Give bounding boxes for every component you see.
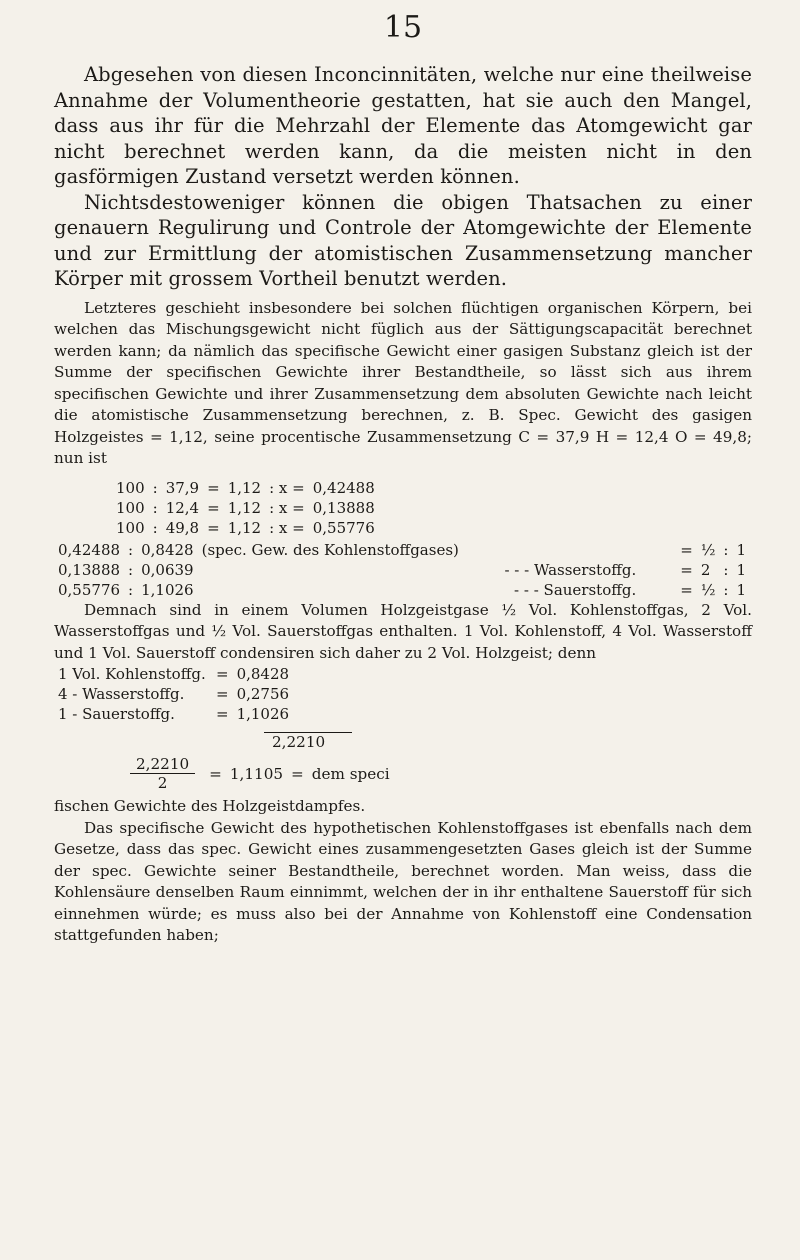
ratio-label: - - - Wasserstoffg.	[504, 560, 637, 579]
proportion-row: 100 : 37,9 = 1,12 : x = 0,42488	[112, 478, 379, 498]
proportion-x: 0,13888	[312, 498, 375, 517]
volume-label: 4 - Wasserstoffg.	[58, 685, 185, 703]
paragraph-5: fischen Gewichte des Holzgeistdampfes.	[54, 797, 366, 815]
ratio-row: 0,13888 : 0,0639 - - - Wasserstoffg. = 2 : 1	[54, 560, 750, 580]
proportion-b: 12,4	[165, 498, 200, 517]
proportion-x: 0,42488	[312, 478, 375, 497]
proportion-row: 100 : 12,4 = 1,12 : x = 0,13888	[112, 498, 379, 518]
ratio-row: 0,55776 : 1,1026 - - - Sauerstoffg. = ½ : 1	[54, 580, 750, 600]
volume-row: 4 - Wasserstoffg. = 0,2756	[54, 684, 293, 704]
fraction-trailing: dem speci	[311, 764, 390, 783]
fraction-denominator: 2	[157, 774, 168, 792]
proportion-b: 37,9	[165, 478, 200, 497]
paragraph-1: Abgesehen von diesen Inconcinnitäten, welche nur eine theilweise Annahme der Volumentheorie gestatten, hat sie auch den Mangel, dass aus ihr für die Mehrzahl der Elemente das Atomgewicht gar nicht berechnet werden kann, da die meisten nicht in den gasförmigen Zustand versetzt werden können.	[54, 63, 752, 188]
ratio-b: 1	[736, 560, 746, 579]
proportion-a: 100	[116, 518, 145, 537]
sum-total: 2,2210	[264, 732, 352, 751]
volume-value: 0,2756	[236, 685, 290, 703]
ratio-label: (spec. Gew. des Kohlenstoffgases)	[201, 540, 459, 559]
fraction-line: $\frac{2,2210}{2}$ = 1,1105 = dem speci	[124, 755, 752, 792]
proportion-x: 0,55776	[312, 518, 375, 537]
ratio-a: ½	[700, 580, 716, 599]
fraction-numerator: 2,2210	[130, 755, 195, 774]
ratio-value: 0,13888	[58, 560, 121, 579]
proportion-a: 100	[116, 498, 145, 517]
ratio-value: 0,42488	[58, 540, 121, 559]
fraction-result: 1,1105	[229, 764, 284, 783]
volume-row: 1 Vol. Kohlenstoffg. = 0,8428	[54, 664, 293, 684]
ratio-a: ½	[700, 540, 716, 559]
proportion-c: 1,12	[227, 498, 262, 517]
proportion-a: 100	[116, 478, 145, 497]
paragraph-2: Nichtsdestoweniger können die obigen Thatsachen zu einer genauern Regulirung und Controle der Atomgewichte der Elemente und zur Ermittlung der atomistischen Zusammensetzung mancher Körper mit grossem Vortheil benutzt werden.	[54, 190, 752, 290]
paragraph-3: Letzteres geschieht insbesondere bei solchen flüchtigen organischen Körpern, bei welchen das Mischungsgewicht nicht füglich aus der Sättigungscapacität berechnet werden kann; da nämlich das specifische Gewicht einer gasigen Substanz gleich ist der Summe der specifischen Gewichte ihrer Bestandtheile, so lässt sich aus ihrem specifischen Gewichte und ihrer Zusammensetzung dem absoluten Gewichte nach leicht die atomistische Zusammensetzung berechnen, z. B. Spec. Gewicht des gasigen Holzgeistes = 1,12, seine procentische Zusammensetzung C = 37,9 H = 12,4 O = 49,8; nun ist	[54, 298, 752, 467]
volume-label: 1 - Sauerstoffg.	[58, 705, 175, 723]
page-number: 15	[383, 10, 423, 45]
ratio-row: 0,42488 : 0,8428 (spec. Gew. des Kohlenstoffgases) = ½ : 1	[54, 540, 750, 560]
ratio-b: 1	[736, 540, 746, 559]
volume-value: 0,8428	[236, 665, 290, 683]
ratio-sg: 0,8428	[141, 540, 194, 559]
proportion-c: 1,12	[227, 478, 262, 497]
volume-value: 1,1026	[236, 705, 290, 723]
volume-label: 1 Vol. Kohlenstoffg.	[58, 665, 206, 683]
volume-table	[54, 664, 293, 724]
proportion-row: 100 : 49,8 = 1,12 : x = 0,55776	[112, 518, 379, 538]
volume-row: 1 - Sauerstoffg. = 1,1026	[54, 704, 293, 724]
proportion-b: 49,8	[165, 518, 200, 537]
ratio-value: 0,55776	[58, 580, 121, 599]
paragraph-4: Demnach sind in einem Volumen Holzgeistgase ½ Vol. Kohlenstoffgas, 2 Vol. Wasserstoffgas und ½ Vol. Sauerstoffgas enthalten. 1 Vol. Kohlenstoff, 4 Vol. Wasserstoff und 1 Vol. Sauerstoff condensiren sich daher zu 2 Vol. Holzgeist; denn	[54, 600, 752, 662]
ratio-table	[54, 540, 750, 600]
paragraph-6: Das specifische Gewicht des hypothetischen Kohlenstoffgases ist ebenfalls nach dem Gesetze, dass das spec. Gewicht eines zusammengesetzten Gases gleich ist der Summe der spec. Gewichte seiner Bestandtheile, berechnet worden. Man weiss, dass die Kohlensäure denselben Raum einnimmt, welchen der in ihr enthaltene Sauerstoff für sich einnehmen würde; es muss also bei der Annahme von Kohlenstoff eine Condensation stattgefunden haben;	[54, 818, 752, 944]
ratio-label: - - - Sauerstoffg.	[514, 580, 637, 599]
ratio-b: 1	[736, 580, 746, 599]
ratio-sg: 1,1026	[141, 580, 194, 599]
proportion-table	[112, 478, 379, 538]
fraction	[130, 755, 195, 792]
proportion-c: 1,12	[227, 518, 262, 537]
ratio-a: 2	[700, 560, 711, 579]
ratio-sg: 0,0639	[141, 560, 194, 579]
